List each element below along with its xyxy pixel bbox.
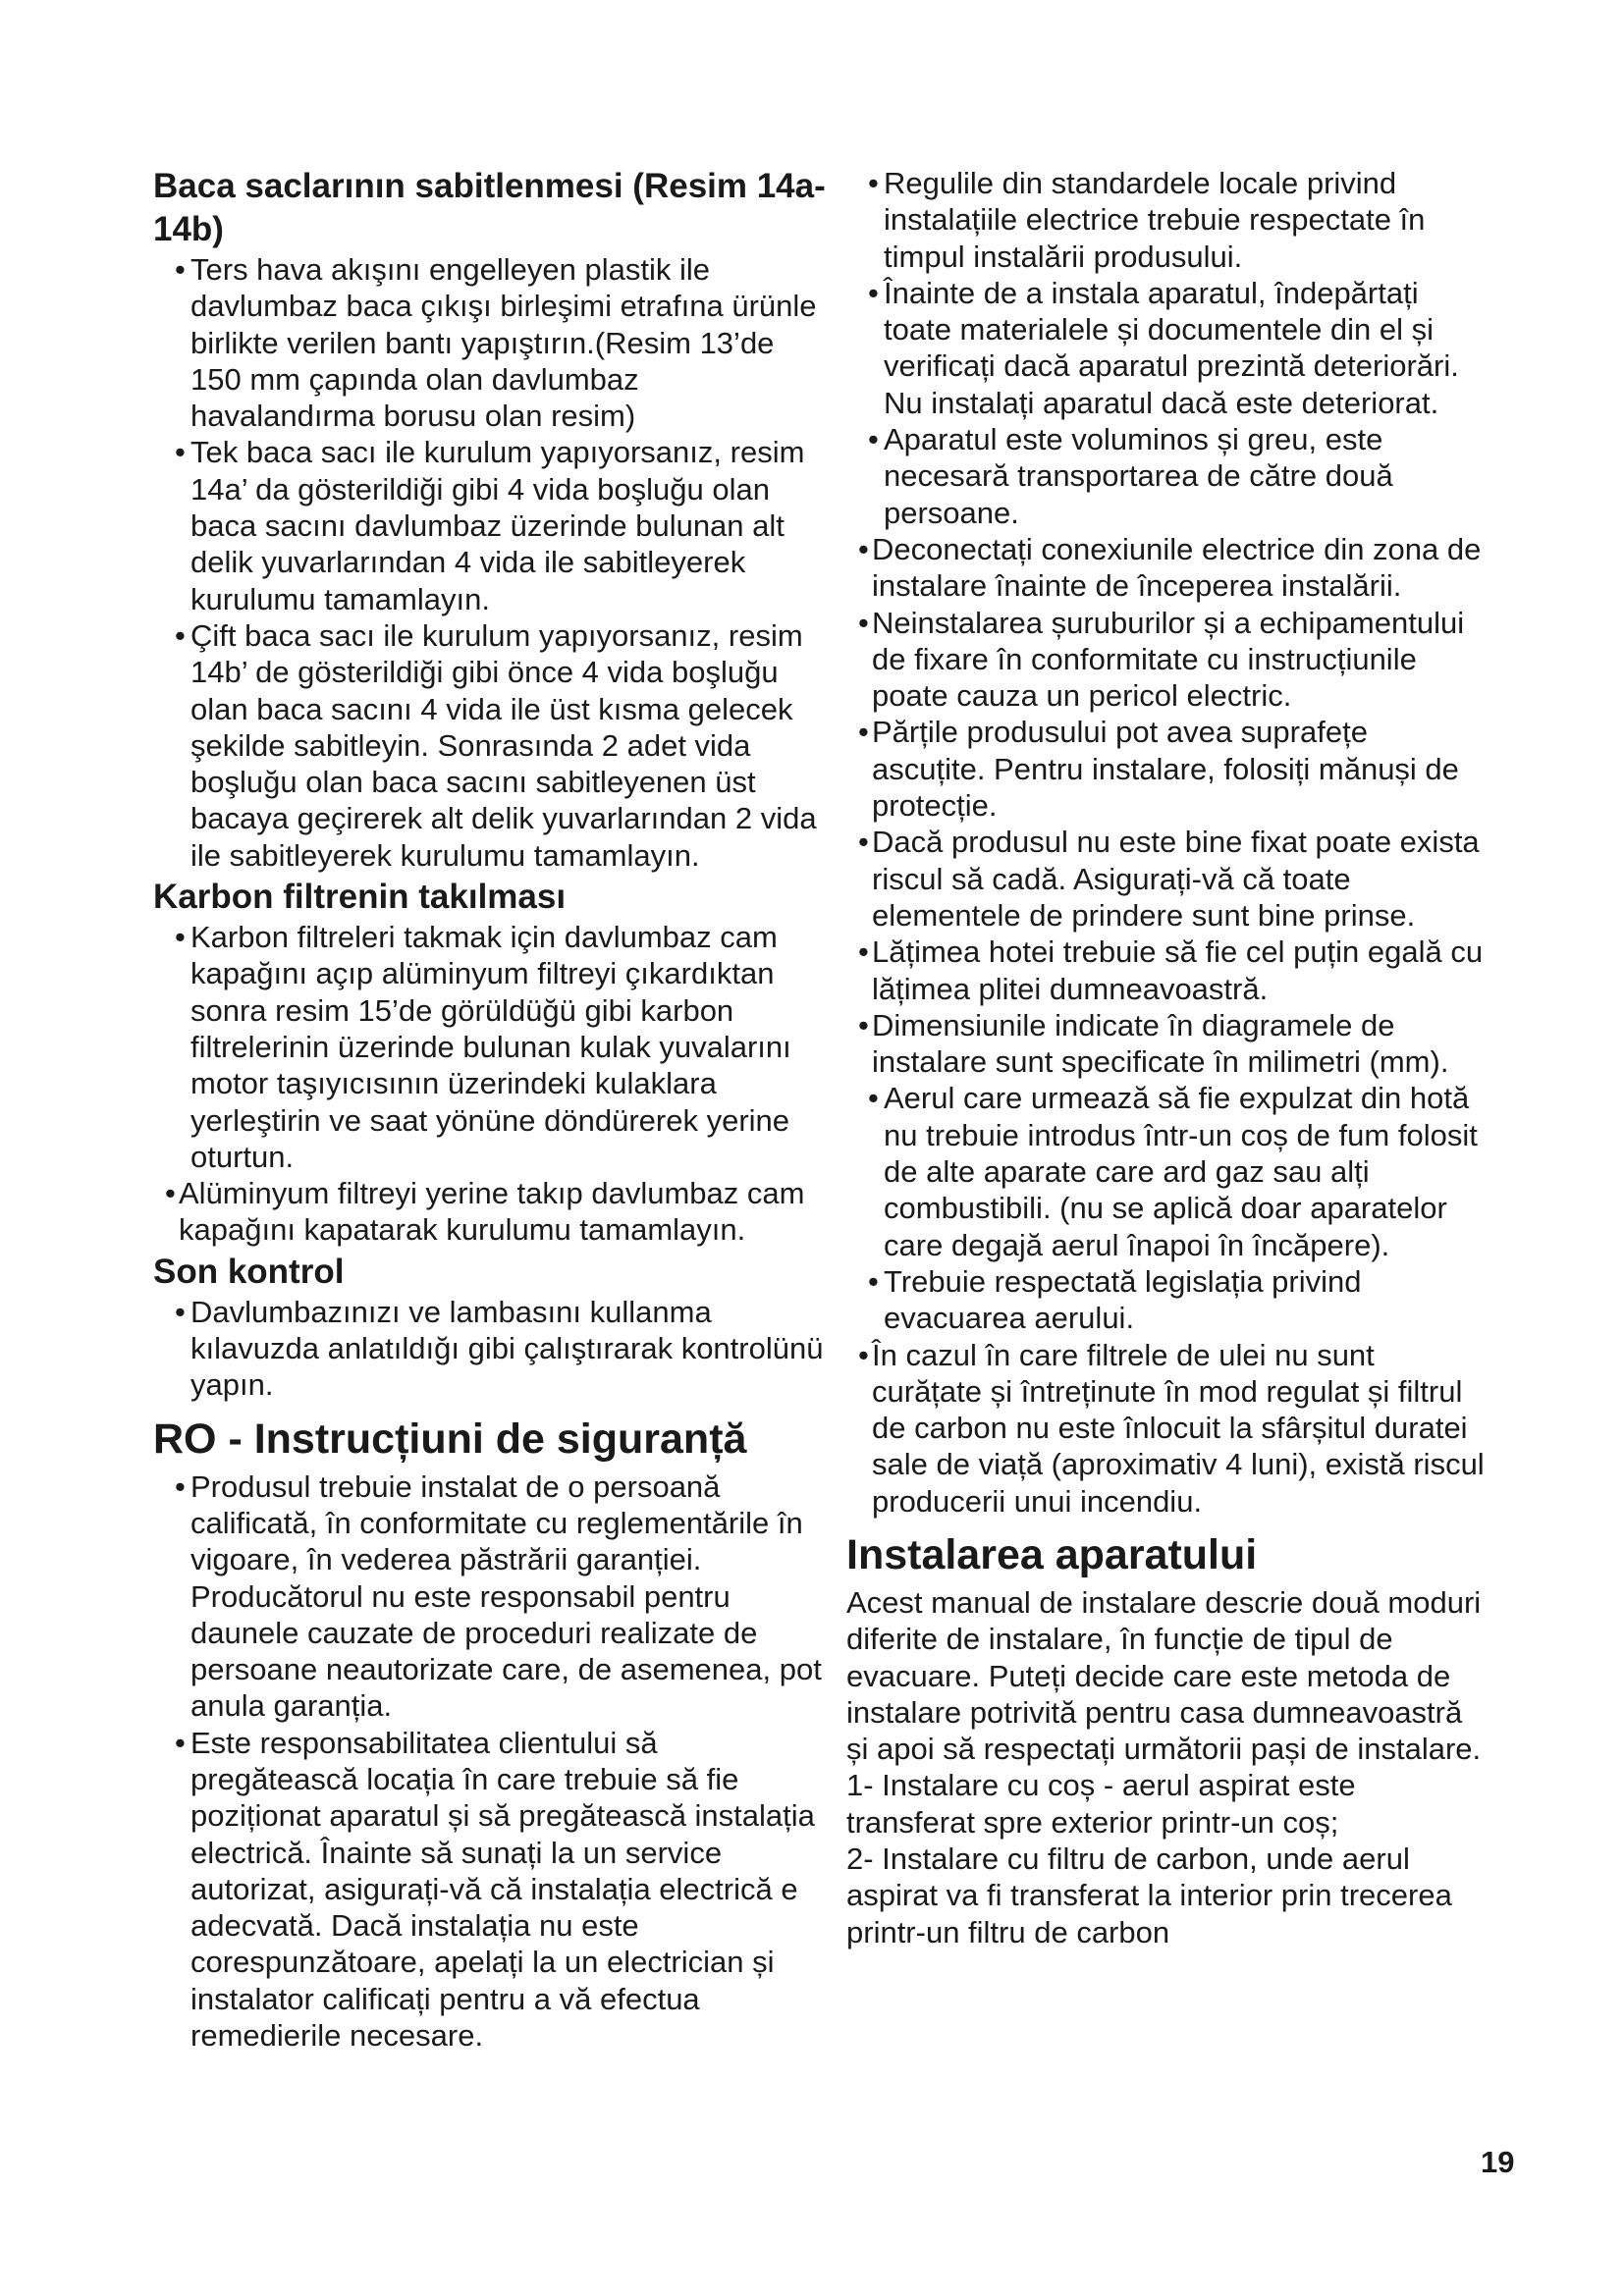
safety-ro-list-continued bbox=[846, 165, 1485, 1520]
section-title-final-check: Son kontrol bbox=[153, 1252, 345, 1291]
carbon-filter-list bbox=[153, 919, 831, 1249]
installation-option-carbon: 2- Instalare cu filtru de carbon, unde aerul aspirat va fi transferat la interior prin trecerea printr-un filtru de carbon bbox=[846, 1842, 1452, 1949]
final-check-list bbox=[153, 1294, 831, 1404]
list-item: • Alüminyum filtreyi yerine takıp davlumbaz cam kapağını kapatarak kurulumu tamamlayın. bbox=[153, 1175, 831, 1249]
list-item: • Davlumbazınızı ve lambasını kullanma kılavuzda anlatıldığı gibi çalıştırarak kontrolünü yapın. bbox=[153, 1294, 831, 1404]
list-item: • Karbon filtreleri takmak için davlumbaz cam kapağını açıp alüminyum filtreyi çıkardıktan sonra resim 15’de görüldüğü gibi karbon filtrelerinin üzerinde bulunan kulak yuvalarını motor taşıyıcısının üzerindeki kulaklara yerleştirin ve saat yönüne döndürerek yerine oturtun. bbox=[153, 919, 831, 1175]
list-item: • Lățimea hotei trebuie să fie cel puțin egală cu lățimea plitei dumneavoastră. bbox=[846, 934, 1485, 1007]
list-item: • Deconectați conexiunile electrice din zona de instalare înainte de începerea instalării. bbox=[846, 531, 1485, 605]
installation-intro: Acest manual de instalare descrie două moduri diferite de instalare, în funcție de tipul de evacuare. Puteți decide care este metoda de instalare potrivită pentru casa dumneavoastră și apoi să respectați următorii pași de instalare. bbox=[846, 1584, 1482, 1767]
section-title-carbon-filter: Karbon filtrenin takılması bbox=[153, 878, 567, 917]
list-item: • Produsul trebuie instalat de o persoană calificată, în conformitate cu reglementările în vigoare, în vederea păstrării garanției. Producătorul nu este responsabil pentru daunele cauzate de proceduri realizate de persoane neautorizate care, de asemenea, pot anula garanția. bbox=[153, 1468, 831, 1725]
installation-option-chimney: 1- Instalare cu coș - aerul aspirat este transferat spre exterior printr-un coș; bbox=[846, 1768, 1356, 1840]
section-title-installation: Instalarea aparatului bbox=[846, 1530, 1258, 1578]
section-title-safety-ro: RO - Instrucțiuni de siguranță bbox=[153, 1415, 747, 1463]
list-item: • Neinstalarea șuruburilor și a echipamentului de fixare în conformitate cu instrucțiunile poate cauza un pericol electric. bbox=[846, 605, 1485, 715]
right-column bbox=[846, 165, 1485, 1950]
safety-ro-list bbox=[153, 1468, 831, 2055]
list-item: • Trebuie respectată legislația privind evacuarea aerului. bbox=[846, 1263, 1485, 1337]
left-column bbox=[153, 165, 831, 2056]
list-item: • Dimensiunile indicate în diagramele de instalare sunt specificate în milimetri (mm). bbox=[846, 1007, 1485, 1081]
list-item: • Înainte de a instala aparatul, îndepărtați toate materialele și documentele din el și verificați dacă aparatul prezintă deteriorări. Nu instalați aparatul dacă este deteriorat. bbox=[846, 275, 1485, 421]
list-item: • Ters hava akışını engelleyen plastik ile davlumbaz baca çıkışı birleşimi etrafına ürünle birlikte verilen bantı yapıştırın.(Resim 13’de 150 mm çapında olan davlumbaz havalandırma borusu olan resim) bbox=[153, 251, 831, 434]
list-item: • Tek baca sacı ile kurulum yapıyorsanız, resim 14a’ da gösterildiği gibi 4 vida boşluğu olan baca sacını davlumbaz üzerinde bulunan alt delik yuvarlarından 4 vida ile sabitleyerek kurulumu tamamlayın. bbox=[153, 434, 831, 616]
list-item: • În cazul în care filtrele de ulei nu sunt curățate și întreținute în mod regulat și filtrul de carbon nu este înlocuit la sfârșitul duratei sale de viață (aproximativ 4 luni), există riscul producerii unui incendiu. bbox=[846, 1337, 1485, 1520]
list-item: • Regulile din standardele locale privind instalațiile electrice trebuie respectate în timpul instalării produsului. bbox=[846, 165, 1485, 275]
list-item: • Çift baca sacı ile kurulum yapıyorsanız, resim 14b’ de gösterildiği gibi önce 4 vida boşluğu olan baca sacını 4 vida ile üst kısma gelecek şekilde sabitleyin. Sonrasında 2 adet vida boşluğu olan baca sacını sabitleyenen üst bacaya geçirerek alt delik yuvarlarından 2 vida ile sabitleyerek kurulumu tamamlayın. bbox=[153, 617, 831, 874]
page-number: 19 bbox=[1481, 2145, 1515, 2179]
list-item: • Aparatul este voluminos și greu, este necesară transportarea de către două persoane. bbox=[846, 421, 1485, 531]
list-item: • Este responsabilitatea clientului să pregătească locația în care trebuie să fie poziționat aparatul și să pregătească instalația electrică. Înainte să sunați la un service autorizat, asigurați-vă că instalația electrică e adecvată. Dacă instalația nu este corespunzătoare, apelați la un electrician și instalator calificați pentru a vă efectua remedierile necesare. bbox=[153, 1725, 831, 2055]
list-item: • Dacă produsul nu este bine fixat poate exista riscul să cadă. Asigurați-vă că toate elementele de prindere sunt bine prinse. bbox=[846, 824, 1485, 934]
list-item: • Aerul care urmează să fie expulzat din hotă nu trebuie introdus într-un coș de fum folosit de alte aparate care ard gaz sau alți combustibili. (nu se aplică doar aparatelor care degajă aerul înapoi în încăpere). bbox=[846, 1080, 1485, 1262]
chimney-fixing-list bbox=[153, 251, 831, 874]
section-title-chimney-fixing: Baca saclarının sabitlenmesi (Resim 14a-14b) bbox=[153, 167, 826, 248]
list-item: • Părțile produsului pot avea suprafețe ascuțite. Pentru instalare, folosiți mănuși de protecție. bbox=[846, 714, 1485, 824]
